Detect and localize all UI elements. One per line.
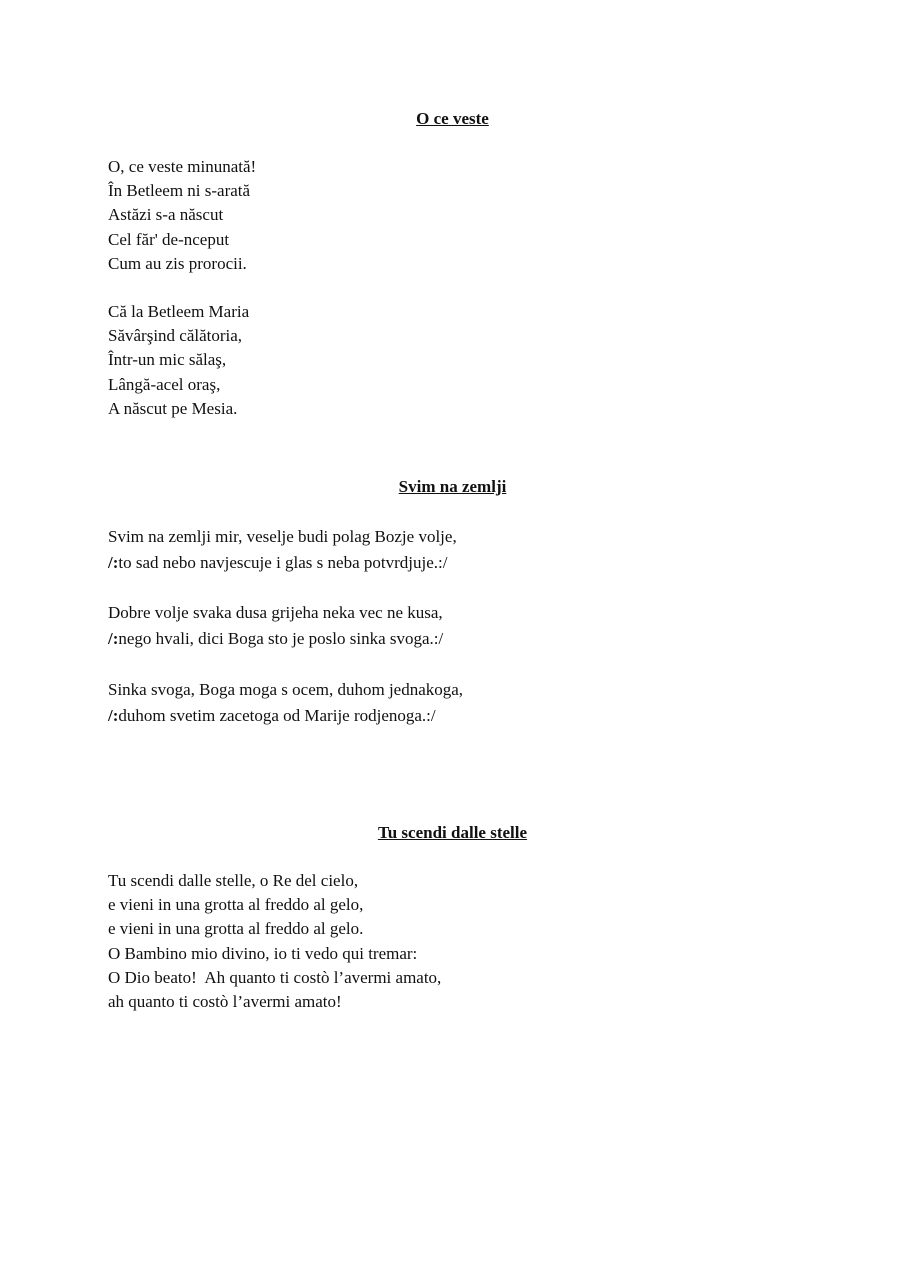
verse-line: Cum au zis prorocii. bbox=[108, 253, 247, 273]
song-title-svim-na-zemlji: Svim na zemlji bbox=[398, 477, 507, 496]
stanza bbox=[108, 869, 828, 1014]
song-title-o-ce-veste: O ce veste bbox=[416, 109, 489, 128]
verse-line: Dobre volje svaka dusa grijeha neka vec ne kusa, bbox=[108, 603, 443, 622]
repeat-marker: /: bbox=[108, 628, 119, 648]
stanza bbox=[108, 524, 828, 575]
verse-line bbox=[108, 626, 828, 652]
verse-line-text: duhom svetim zacetoga od Marije rodjenoga.:/ bbox=[118, 705, 436, 725]
stanza bbox=[108, 600, 828, 651]
stanza bbox=[108, 155, 828, 276]
verse-line: Săvârşind călătoria, bbox=[108, 326, 243, 346]
verse-line: Svim na zemlji mir, veselje budi polag Bozje volje, bbox=[108, 527, 457, 546]
verse-line: Astăzi s-a născut bbox=[108, 205, 224, 225]
verse-line: e vieni in una grotta al freddo al gelo. bbox=[108, 919, 364, 939]
stanza bbox=[108, 300, 828, 421]
verse-line bbox=[108, 703, 828, 729]
verse-line: Într-un mic sălaş, bbox=[108, 350, 227, 370]
verse-line bbox=[108, 550, 828, 576]
verse-line: Tu scendi dalle stelle, o Re del cielo, bbox=[108, 871, 359, 890]
verse-line: O, ce veste minunată! bbox=[108, 157, 257, 176]
verse-line: Cel făr' de-nceput bbox=[108, 229, 230, 249]
verse-line: Sinka svoga, Boga moga s ocem, duhom jednakoga, bbox=[108, 680, 464, 699]
verse-line: Lângă-acel oraş, bbox=[108, 374, 221, 394]
verse-line-text: nego hvali, dici Boga sto je poslo sinka svoga.:/ bbox=[118, 628, 444, 648]
verse-line: O Dio beato! Ah quanto ti costò l’avermi amato, bbox=[108, 967, 442, 987]
repeat-marker: /: bbox=[108, 552, 119, 572]
verse-line: Că la Betleem Maria bbox=[108, 302, 250, 321]
verse-line: O Bambino mio divino, io ti vedo qui tremar: bbox=[108, 943, 418, 963]
repeat-marker: /: bbox=[108, 705, 119, 725]
verse-line: A născut pe Mesia. bbox=[108, 398, 238, 418]
verse-line-text: to sad nebo navjescuje i glas s neba potvrdjuje.:/ bbox=[118, 552, 448, 572]
verse-line: ah quanto ti costò l’avermi amato! bbox=[108, 992, 342, 1012]
verse-line: e vieni in una grotta al freddo al gelo, bbox=[108, 895, 364, 915]
song-title-tu-scendi-dalle-stelle: Tu scendi dalle stelle bbox=[377, 823, 528, 842]
verse-line: În Betleem ni s-arată bbox=[108, 181, 251, 201]
stanza bbox=[108, 677, 828, 728]
